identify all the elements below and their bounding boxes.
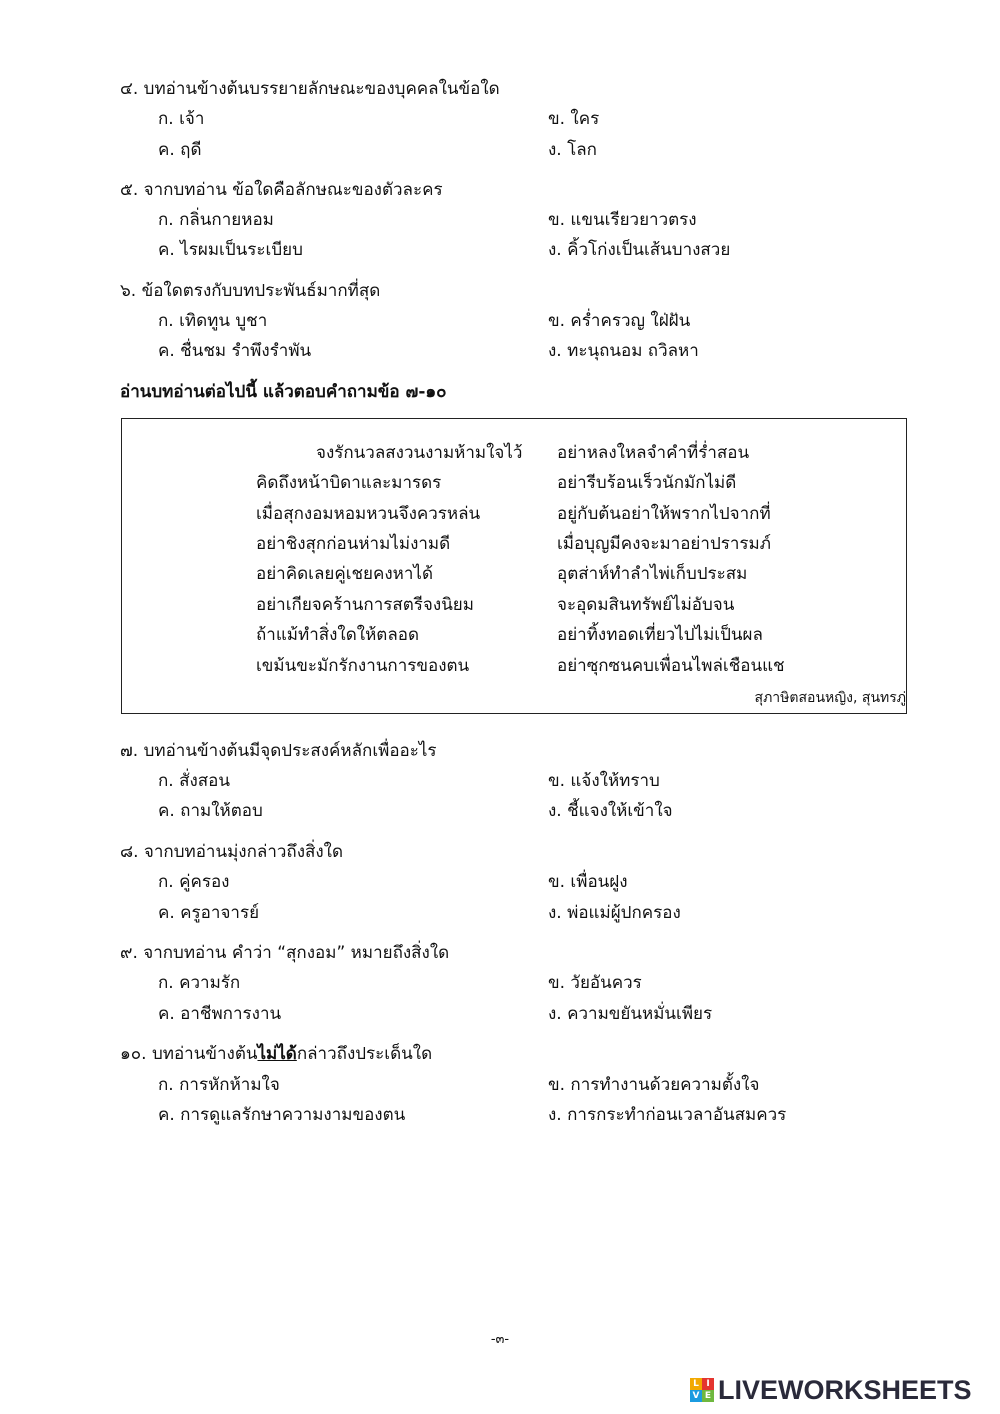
question-5-option-b[interactable]: ข. แขนเรียวยาวตรง [548,210,697,230]
poem-line-2-right: อย่ารีบร้อนเร็วนักมักไม่ดี [557,473,737,493]
poem-line-6-left: อย่าเกียจคร้านการสตรีจงนิยม [256,595,474,615]
question-7-option-a[interactable]: ก. สั่งสอน [158,771,230,791]
question-4-stem: ๔. บทอ่านข้างต้นบรรยายลักษณะของบุคคลในข้อใด [120,79,500,99]
poem-line-6-right: จะอุดมสินทรัพย์ไม่อับจน [557,595,735,615]
poem-source: สุภาษิตสอนหญิง, สุนทรภู่ [754,690,906,706]
poem-line-8-left: เขม้นขะมักรักงานการของตน [256,656,470,676]
poem-line-2-left: คิดถึงหน้าบิดาและมารดร [256,473,442,493]
poem-line-1-right: อย่าหลงใหลจำคำที่ร่ำสอน [557,443,750,463]
question-4-option-a[interactable]: ก. เจ้า [158,109,205,129]
logo-letter-v: V [690,1390,702,1402]
liveworksheets-logo[interactable] [690,1374,972,1406]
poem-line-4-right: เมื่อบุญมีคงจะมาอย่าปรารมภ์ [557,534,771,554]
question-4-option-c[interactable]: ค. ฤดี [158,140,202,160]
question-6-stem: ๖. ข้อใดตรงกับบทประพันธ์มากที่สุด [120,281,381,301]
question-5-option-d[interactable]: ง. คิ้วโก่งเป็นเส้นบางสวย [548,240,731,260]
logo-letter-l: L [690,1378,702,1390]
poem-line-5-right: อุตส่าห์ทำลำไพ่เก็บประสม [557,564,748,584]
page-number: -๓- [490,1332,510,1347]
question-9-option-d[interactable]: ง. ความขยันหมั่นเพียร [548,1004,713,1024]
question-9-option-c[interactable]: ค. อาชีพการงาน [158,1004,282,1024]
poem-line-8-right: อย่าซุกซนคบเพื่อนไพล่เชือนแช [557,656,785,676]
question-10-option-a[interactable]: ก. การหักห้ามใจ [158,1075,280,1095]
question-6-option-b[interactable]: ข. คร่ำครวญ ใฝ่ฝัน [548,311,691,331]
question-10-stem-pre: ๑๐. บทอ่านข้างต้น [120,1044,258,1064]
question-10-option-c[interactable]: ค. การดูแลรักษาความงามของตน [158,1105,406,1125]
question-10-stem-emphasis: ไม่ได้ [257,1044,297,1064]
question-5-stem: ๕. จากบทอ่าน ข้อใดคือลักษณะของตัวละคร [120,180,443,200]
question-6-option-d[interactable]: ง. ทะนุถนอม ถวิลหา [548,341,699,361]
question-6-option-c[interactable]: ค. ชื่นชม รำพึงรำพัน [158,341,312,361]
question-8-option-b[interactable]: ข. เพื่อนฝูง [548,872,628,892]
poem-line-3-left: เมื่อสุกงอมหอมหวนจึงควรหล่น [256,504,481,524]
logo-letter-i: I [702,1378,714,1390]
question-9-stem: ๙. จากบทอ่าน คำว่า “สุกงอม” หมายถึงสิ่งใด [120,943,450,963]
question-4-option-b[interactable]: ข. ใคร [548,109,600,129]
question-7-stem: ๗. บทอ่านข้างต้นมีจุดประสงค์หลักเพื่ออะไร [120,741,437,761]
question-8-option-c[interactable]: ค. ครูอาจารย์ [158,903,260,923]
section-heading: อ่านบทอ่านต่อไปนี้ แล้วตอบคำถามข้อ ๗-๑๐ [120,382,447,402]
liveworksheets-logo-icon [690,1378,714,1402]
question-9-option-b[interactable]: ข. วัยอันควร [548,973,642,993]
poem-line-5-left: อย่าคิดเลยคู่เชยคงหาได้ [256,564,434,584]
poem-line-4-left: อย่าชิงสุกก่อนห่ามไม่งามดี [256,534,451,554]
question-8-stem: ๘. จากบทอ่านมุ่งกล่าวถึงสิ่งใด [120,842,344,862]
question-9-option-a[interactable]: ก. ความรัก [158,973,241,993]
question-10-stem-post: กล่าวถึงประเด็นใด [296,1044,433,1064]
question-5-option-c[interactable]: ค. ไรผมเป็นระเบียบ [158,240,303,260]
question-7-option-c[interactable]: ค. ถามให้ตอบ [158,801,263,821]
question-6-option-a[interactable]: ก. เทิดทูน บูชา [158,311,268,331]
liveworksheets-wordmark: LIVEWORKSHEETS [718,1374,972,1405]
question-7-option-d[interactable]: ง. ชี้แจงให้เข้าใจ [548,801,673,821]
question-10-option-d[interactable]: ง. การกระทำก่อนเวลาอันสมควร [548,1105,787,1125]
question-4-option-d[interactable]: ง. โลก [548,140,597,160]
question-10-option-b[interactable]: ข. การทำงานด้วยความตั้งใจ [548,1075,760,1095]
question-8-option-d[interactable]: ง. พ่อแม่ผู้ปกครอง [548,903,681,923]
logo-letter-e: E [702,1390,714,1402]
poem-line-3-right: อยู่กับต้นอย่าให้พรากไปจากที่ [557,504,771,524]
question-5-option-a[interactable]: ก. กลิ่นกายหอม [158,210,274,230]
question-10-stem [120,1043,432,1065]
question-7-option-b[interactable]: ข. แจ้งให้ทราบ [548,771,660,791]
question-8-option-a[interactable]: ก. คู่ครอง [158,872,230,892]
poem-line-1-left: จงรักนวลสงวนงามห้ามใจไว้ [316,443,523,463]
poem-line-7-right: อย่าทิ้งทอดเที่ยวไปไม่เป็นผล [557,625,763,645]
poem-line-7-left: ถ้าแม้ทำสิ่งใดให้ตลอด [256,625,419,645]
